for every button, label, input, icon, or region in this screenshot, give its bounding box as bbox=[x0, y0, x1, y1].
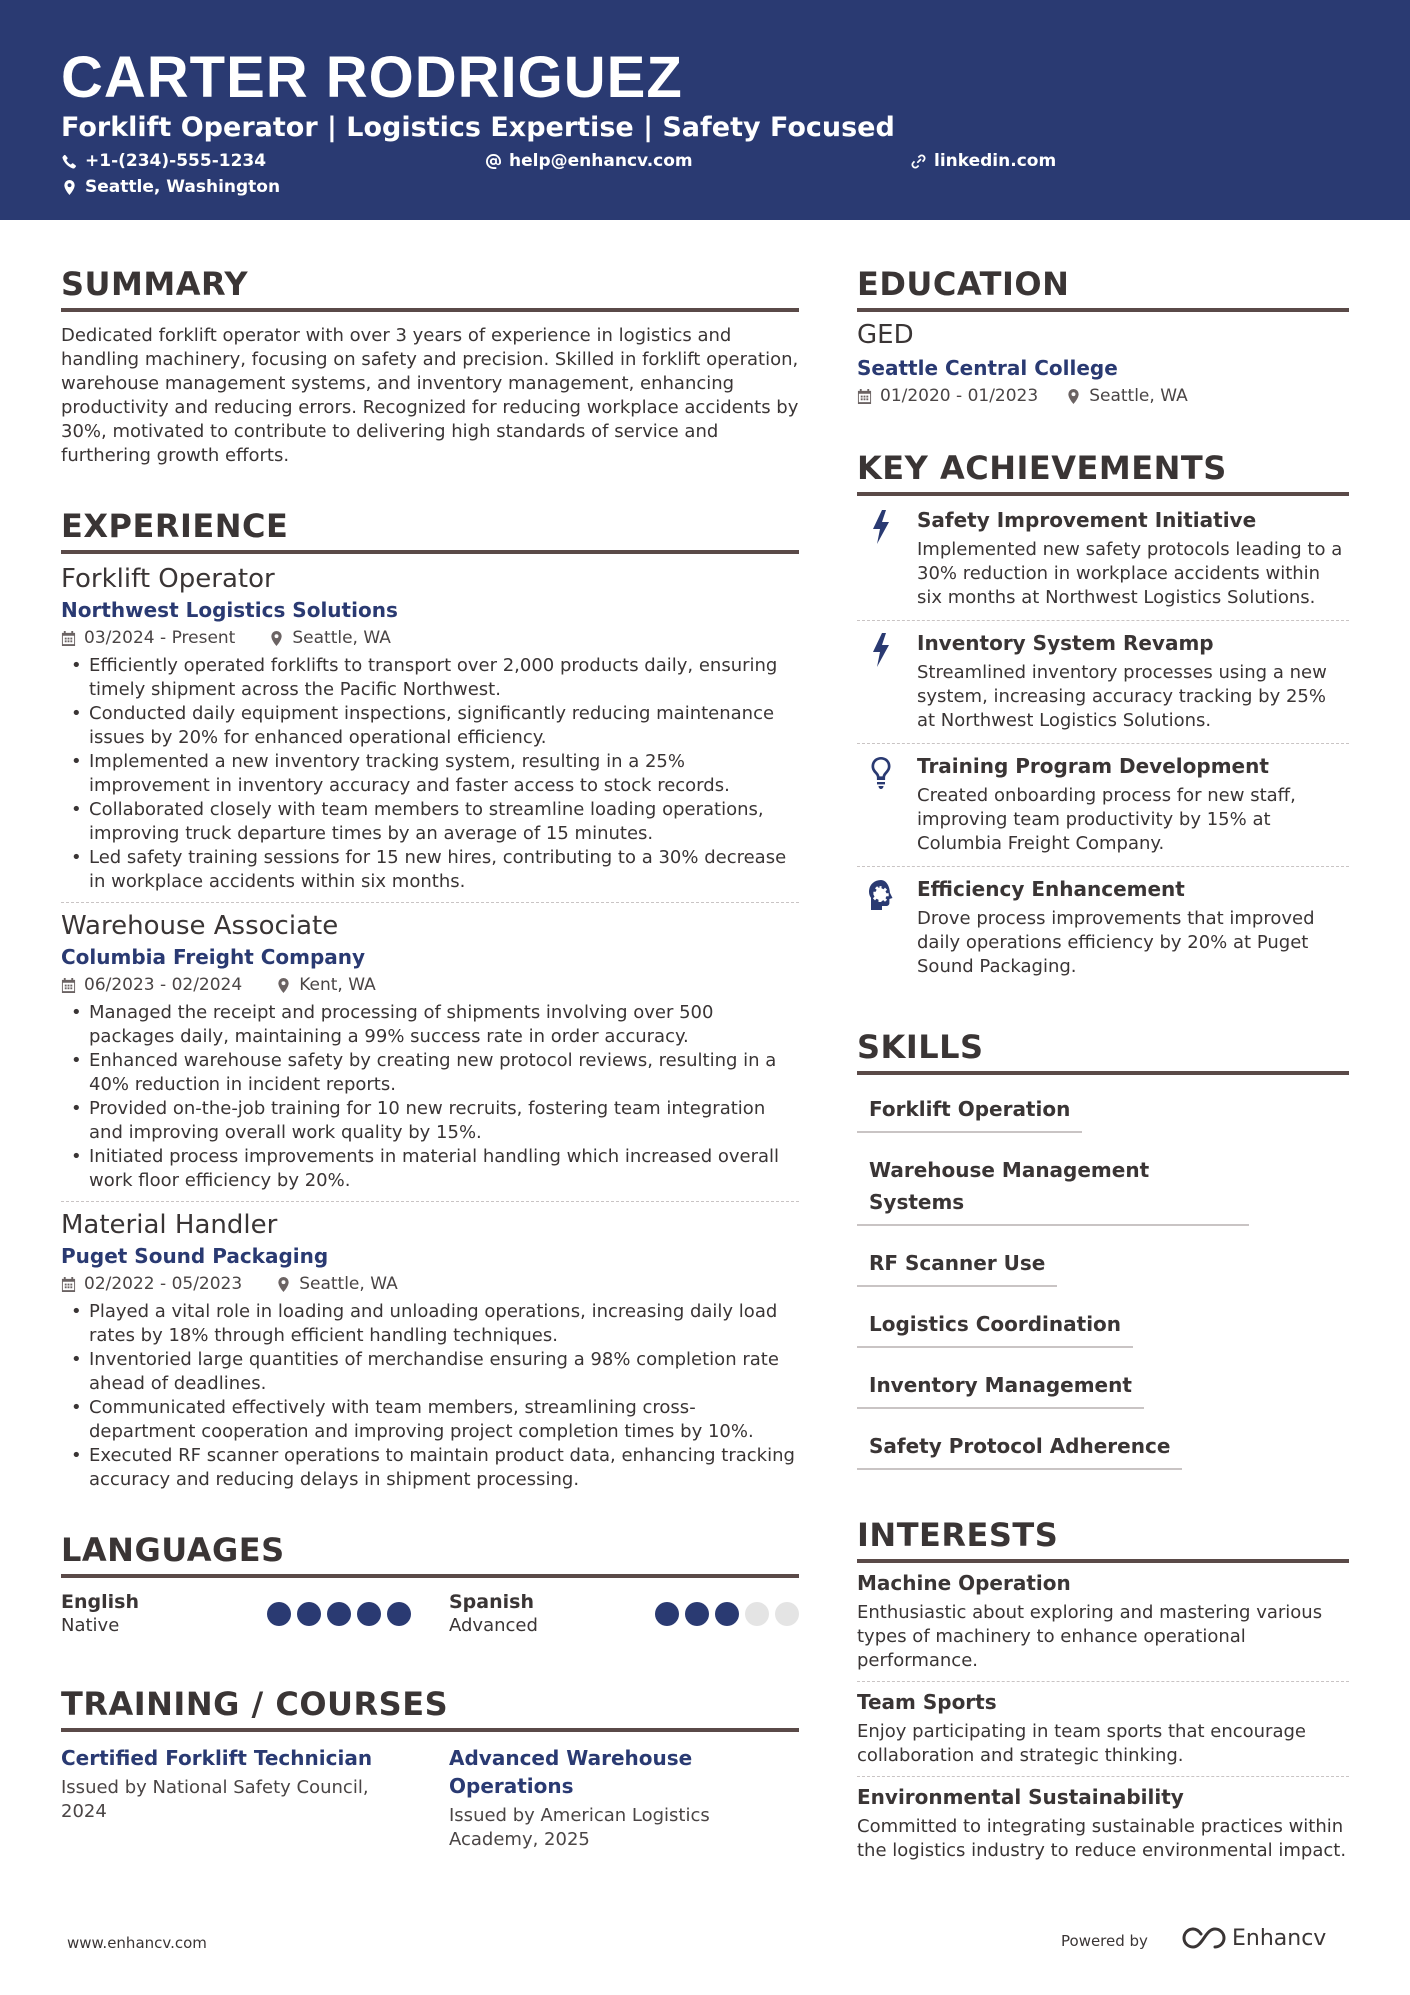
rating-dot-filled bbox=[297, 1602, 321, 1626]
achievement-title: Safety Improvement Initiative bbox=[917, 508, 1257, 532]
interests-section bbox=[857, 1513, 1349, 1863]
location-pin-icon bbox=[276, 978, 291, 993]
divider bbox=[857, 1776, 1349, 1777]
achievement-item bbox=[857, 498, 1349, 620]
language-name: English bbox=[61, 1591, 139, 1613]
experience-section bbox=[61, 504, 799, 1492]
course-title: Certified Forklift Technician bbox=[61, 1746, 373, 1770]
language-level: Native bbox=[61, 1615, 120, 1636]
skills-section bbox=[857, 1025, 1349, 1491]
training-section bbox=[61, 1682, 799, 1852]
skill-tag: Safety Protocol Adherence bbox=[857, 1430, 1182, 1470]
left-column bbox=[61, 262, 799, 1852]
job-bullet: • Managed the receipt and processing of shipments involving over 500 packages daily, maintaining a 99% success rate in order accuracy. bbox=[61, 1001, 799, 1049]
education-title: EDUCATION bbox=[857, 262, 1349, 312]
divider bbox=[857, 1681, 1349, 1682]
location-pin-icon bbox=[1066, 389, 1081, 404]
achievement-title: Efficiency Enhancement bbox=[917, 877, 1185, 901]
calendar-icon bbox=[61, 978, 76, 993]
contact-phone[interactable] bbox=[62, 151, 266, 171]
language-rating bbox=[267, 1602, 411, 1626]
rating-dot-filled bbox=[685, 1602, 709, 1626]
resume-header bbox=[0, 0, 1410, 220]
location-pin-icon bbox=[62, 180, 77, 195]
enhancv-logo[interactable] bbox=[1180, 1924, 1326, 1952]
education-meta bbox=[857, 382, 1349, 410]
interest-desc: Enjoy participating in team sports that encourage collaboration and strategic thinking. bbox=[857, 1721, 1306, 1766]
job-company: Northwest Logistics Solutions bbox=[61, 598, 398, 622]
summary-section bbox=[61, 262, 799, 468]
job-bullet: • Efficiently operated forklifts to transport over 2,000 products daily, ensuring timely shipment across the Pacific Northwest. bbox=[61, 654, 799, 702]
rating-dot-filled bbox=[387, 1602, 411, 1626]
language-rating bbox=[655, 1602, 799, 1626]
divider bbox=[61, 1201, 799, 1202]
achievements-section bbox=[857, 446, 1349, 989]
job-location: Seattle, WA bbox=[292, 628, 391, 648]
interests-title: INTERESTS bbox=[857, 1513, 1349, 1563]
job-bullet: • Led safety training sessions for 15 new hires, contributing to a 30% decrease in workplace accidents within six months. bbox=[61, 846, 799, 894]
job-bullet: • Conducted daily equipment inspections, significantly reducing maintenance issues by 20% for enhanced operational efficiency. bbox=[61, 702, 799, 750]
lightning-icon bbox=[867, 633, 895, 667]
course-title: Advanced Warehouse Operations bbox=[449, 1746, 693, 1798]
candidate-headline: Forklift Operator | Logistics Expertise | Safety Focused bbox=[61, 112, 895, 143]
job-meta bbox=[61, 1270, 799, 1298]
achievement-desc: Implemented new safety protocols leading to a 30% reduction in workplace accidents within six months at Northwest Logistics Solutions. bbox=[917, 539, 1343, 608]
job-bullets bbox=[61, 1001, 799, 1193]
achievement-desc: Created onboarding process for new staff, improving team productivity by 15% at Columbia Freight Company. bbox=[917, 785, 1296, 854]
job-location: Kent, WA bbox=[299, 975, 376, 995]
education-school: Seattle Central College bbox=[857, 356, 1118, 380]
language-item bbox=[61, 1590, 411, 1638]
job-location: Seattle, WA bbox=[299, 1274, 398, 1294]
skill-tag: Warehouse Management Systems bbox=[857, 1154, 1249, 1226]
calendar-icon bbox=[61, 1277, 76, 1292]
location-pin-icon bbox=[276, 1277, 291, 1292]
calendar-icon bbox=[61, 631, 76, 646]
job-role: Material Handler bbox=[61, 1210, 278, 1240]
achievement-item bbox=[857, 744, 1349, 866]
contact-email[interactable] bbox=[486, 151, 693, 171]
interest-desc: Enthusiastic about exploring and mastering various types of machinery to enhance operational performance. bbox=[857, 1602, 1323, 1671]
language-name: Spanish bbox=[449, 1591, 534, 1613]
job-bullets bbox=[61, 654, 799, 894]
rating-dot-empty bbox=[775, 1602, 799, 1626]
interest-item bbox=[857, 1688, 1349, 1768]
experience-title: EXPERIENCE bbox=[61, 504, 799, 554]
job-dates: 02/2022 - 05/2023 bbox=[84, 1274, 243, 1294]
footer-url[interactable]: www.enhancv.com bbox=[67, 1934, 207, 1952]
interest-desc: Committed to integrating sustainable practices within the logistics industry to reduce environmental impact. bbox=[857, 1816, 1347, 1861]
summary-title: SUMMARY bbox=[61, 262, 799, 312]
education-dates: 01/2020 - 01/2023 bbox=[880, 386, 1039, 406]
phone-icon bbox=[62, 154, 77, 169]
education-degree: GED bbox=[857, 320, 914, 350]
interest-item bbox=[857, 1569, 1349, 1673]
course-item bbox=[61, 1744, 411, 1852]
candidate-name: CARTER RODRIGUEZ bbox=[61, 45, 683, 110]
footer-brand: Enhancv bbox=[1232, 1925, 1327, 1951]
achievement-desc: Drove process improvements that improved daily operations efficiency by 20% at Puget Sound Packaging. bbox=[917, 908, 1315, 977]
languages-section bbox=[61, 1528, 799, 1638]
rating-dot-filled bbox=[715, 1602, 739, 1626]
experience-entry bbox=[61, 562, 799, 894]
course-item bbox=[449, 1744, 799, 1852]
interest-title: Machine Operation bbox=[857, 1571, 1071, 1595]
job-bullets bbox=[61, 1300, 799, 1492]
linkedin-text: linkedin.com bbox=[934, 151, 1057, 171]
education-location: Seattle, WA bbox=[1089, 386, 1188, 406]
job-bullet: • Played a vital role in loading and unloading operations, increasing daily load rates by 18% through efficient handling techniques. bbox=[61, 1300, 799, 1348]
languages-title: LANGUAGES bbox=[61, 1528, 799, 1578]
job-bullet: • Collaborated closely with team members to streamline loading operations, improving truck departure times by an average of 15 minutes. bbox=[61, 798, 799, 846]
skill-tag: RF Scanner Use bbox=[857, 1247, 1057, 1287]
infinity-logo-icon bbox=[1180, 1924, 1228, 1952]
contact-location bbox=[62, 177, 280, 197]
link-icon bbox=[911, 154, 926, 169]
interest-title: Team Sports bbox=[857, 1690, 997, 1714]
job-bullet: • Communicated effectively with team members, streamlining cross-department cooperation and improving project completion times by 10%. bbox=[61, 1396, 799, 1444]
at-icon bbox=[486, 154, 501, 169]
language-item bbox=[449, 1590, 799, 1638]
skill-tag: Forklift Operation bbox=[857, 1093, 1082, 1133]
head-icon bbox=[867, 879, 895, 913]
job-dates: 03/2024 - Present bbox=[84, 628, 236, 648]
interest-item bbox=[857, 1783, 1349, 1863]
experience-entry bbox=[61, 1208, 799, 1492]
rating-dot-filled bbox=[267, 1602, 291, 1626]
achievement-title: Training Program Development bbox=[917, 754, 1269, 778]
rating-dot-filled bbox=[655, 1602, 679, 1626]
skills-title: SKILLS bbox=[857, 1025, 1349, 1075]
job-company: Columbia Freight Company bbox=[61, 945, 366, 969]
rating-dot-empty bbox=[745, 1602, 769, 1626]
job-role: Forklift Operator bbox=[61, 564, 275, 594]
email-text: help@enhancv.com bbox=[509, 151, 693, 171]
achievement-title: Inventory System Revamp bbox=[917, 631, 1214, 655]
course-desc: Issued by American Logistics Academy, 2025 bbox=[449, 1805, 710, 1850]
right-column bbox=[857, 262, 1349, 1863]
contact-linkedin[interactable] bbox=[911, 151, 1056, 171]
calendar-icon bbox=[857, 389, 872, 404]
language-level: Advanced bbox=[449, 1615, 538, 1636]
achievements-title: KEY ACHIEVEMENTS bbox=[857, 446, 1349, 496]
job-bullet: • Enhanced warehouse safety by creating new protocol reviews, resulting in a 40% reduction in incident reports. bbox=[61, 1049, 799, 1097]
footer-powered-by: Powered by bbox=[1061, 1932, 1148, 1950]
training-title: TRAINING / COURSES bbox=[61, 1682, 799, 1732]
job-bullet: • Executed RF scanner operations to maintain product data, enhancing tracking accuracy and reducing delays in shipment processing. bbox=[61, 1444, 799, 1492]
job-meta bbox=[61, 624, 799, 652]
job-bullet: • Inventoried large quantities of merchandise ensuring a 98% completion rate ahead of deadlines. bbox=[61, 1348, 799, 1396]
phone-text: +1-(234)-555-1234 bbox=[85, 151, 267, 171]
job-dates: 06/2023 - 02/2024 bbox=[84, 975, 243, 995]
achievement-item bbox=[857, 867, 1349, 989]
divider bbox=[61, 902, 799, 903]
experience-entry bbox=[61, 909, 799, 1193]
job-company: Puget Sound Packaging bbox=[61, 1244, 329, 1268]
rating-dot-filled bbox=[327, 1602, 351, 1626]
achievement-item bbox=[857, 621, 1349, 743]
job-bullet: • Initiated process improvements in material handling which increased overall work floor efficiency by 20%. bbox=[61, 1145, 799, 1193]
lightning-icon bbox=[867, 510, 895, 544]
job-bullet: • Implemented a new inventory tracking system, resulting in a 25% improvement in inventory accuracy and faster access to stock records. bbox=[61, 750, 799, 798]
course-desc: Issued by National Safety Council, 2024 bbox=[61, 1777, 369, 1822]
summary-text: Dedicated forklift operator with over 3 years of experience in logistics and handling machinery, focusing on safety and precision. Skilled in forklift operation, warehouse management systems, and inventory management, enhancing productivity and reducing errors. Recognized for reducing workplace accidents by 30%, motivated to contribute to delivering high standards of service and furthering growth efforts. bbox=[61, 325, 799, 466]
skill-tag: Logistics Coordination bbox=[857, 1308, 1133, 1348]
job-bullet: • Provided on-the-job training for 10 new recruits, fostering team integration and improving overall work quality by 15%. bbox=[61, 1097, 799, 1145]
achievement-desc: Streamlined inventory processes using a new system, increasing accuracy tracking by 25% at Northwest Logistics Solutions. bbox=[917, 662, 1327, 731]
job-meta bbox=[61, 971, 799, 999]
rating-dot-filled bbox=[357, 1602, 381, 1626]
location-pin-icon bbox=[269, 631, 284, 646]
interest-title: Environmental Sustainability bbox=[857, 1785, 1184, 1809]
education-section bbox=[857, 262, 1349, 410]
lightbulb-icon bbox=[867, 756, 895, 790]
location-text: Seattle, Washington bbox=[85, 177, 281, 197]
skill-tag: Inventory Management bbox=[857, 1369, 1144, 1409]
job-role: Warehouse Associate bbox=[61, 911, 339, 941]
